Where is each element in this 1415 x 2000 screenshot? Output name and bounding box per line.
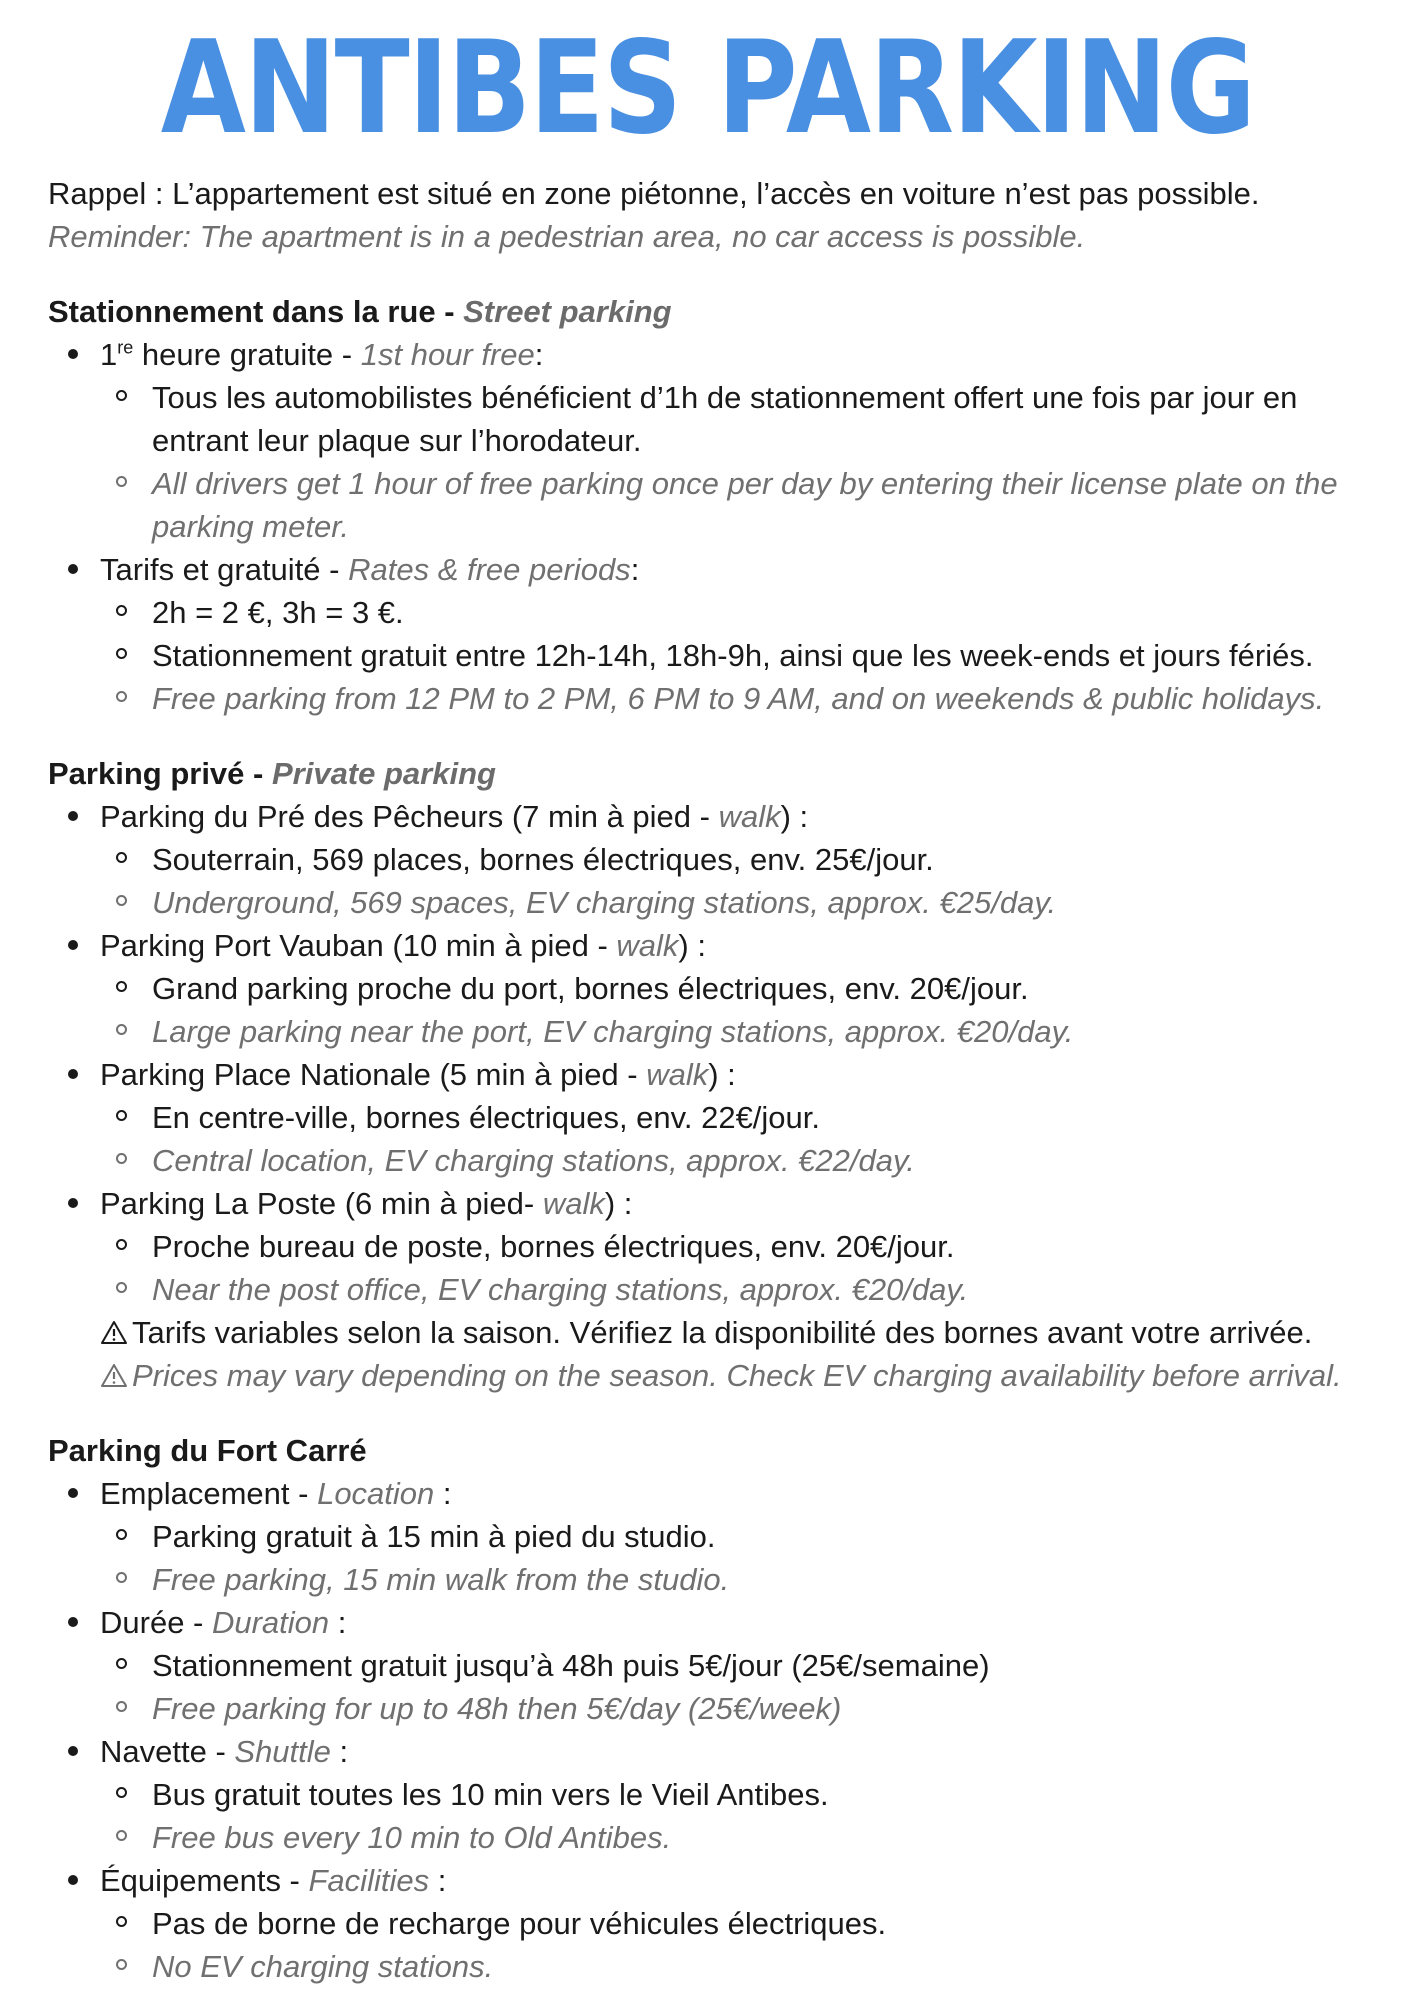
sub-item-fr: Tous les automobilistes bénéficient d’1h de stationnement offert une fois par jour en entrant leur plaque sur l’horodateur.	[48, 376, 1367, 462]
sub-list	[100, 1644, 1367, 1730]
section-street-parking	[48, 290, 1367, 720]
label-suffix: :	[329, 1605, 347, 1640]
label-suffix: :	[534, 337, 544, 372]
heading-fr: Stationnement dans la rue -	[48, 294, 464, 329]
sub-item-en: Central location, EV charging stations, approx. €22/day.	[48, 1139, 1367, 1182]
parking-name: Parking Place Nationale (5 min à pied -	[100, 1057, 647, 1092]
sub-item-fr: Parking gratuit à 15 min à pied du studio.	[48, 1515, 1367, 1558]
sub-item-fr: Stationnement gratuit jusqu’à 48h puis 5€/jour (25€/semaine)	[48, 1644, 1367, 1687]
intro-fr: Rappel : L’appartement est situé en zone piétonne, l’accès en voiture n’est pas possible.	[48, 176, 1260, 211]
section-fort-carre	[48, 1429, 1367, 1988]
parking-name: Parking La Poste (6 min à pied-	[100, 1186, 543, 1221]
label-suffix: ) :	[678, 928, 706, 963]
sub-list	[100, 376, 1367, 548]
list-item	[48, 1601, 1367, 1730]
label-fr: 1	[100, 337, 118, 372]
sub-item-en: Large parking near the port, EV charging stations, approx. €20/day.	[48, 1010, 1367, 1053]
list-item	[48, 1182, 1367, 1311]
section-heading	[48, 752, 1367, 795]
label-en: 1st hour free	[360, 337, 535, 372]
heading-en: Private parking	[271, 756, 496, 791]
label-suffix: :	[330, 1734, 349, 1769]
label-en: Location	[317, 1476, 435, 1511]
sub-list	[100, 838, 1367, 924]
warning-icon	[100, 1362, 128, 1390]
list-item	[48, 795, 1367, 924]
intro-reminder	[48, 172, 1367, 258]
sub-item-en: Free parking, 15 min walk from the studio.	[48, 1558, 1367, 1601]
sub-list	[100, 1515, 1367, 1601]
walk-label: walk	[542, 1186, 605, 1221]
list-item	[48, 1053, 1367, 1182]
sub-item-en: Near the post office, EV charging stations, approx. €20/day.	[48, 1268, 1367, 1311]
fort-list	[48, 1472, 1367, 1988]
label-en: Rates & free periods	[348, 552, 631, 587]
sub-item-fr: Proche bureau de poste, bornes électriques, env. 20€/jour.	[48, 1225, 1367, 1268]
label-fr-rest: heure gratuite -	[133, 337, 361, 372]
label-en: Shuttle	[234, 1734, 331, 1769]
list-item	[48, 1730, 1367, 1859]
section-heading: Parking du Fort Carré	[48, 1433, 367, 1468]
sub-item-fr: Pas de borne de recharge pour véhicules électriques.	[48, 1902, 1367, 1945]
sub-list	[100, 1225, 1367, 1311]
label-suffix: :	[429, 1863, 447, 1898]
warning-fr-text: Tarifs variables selon la saison. Vérifiez la disponibilité des bornes avant votre arrivée.	[132, 1315, 1313, 1350]
label-en: Facilities	[308, 1863, 430, 1898]
warning-fr	[48, 1311, 1367, 1354]
sub-item-en: Free parking from 12 PM to 2 PM, 6 PM to 9 AM, and on weekends & public holidays.	[48, 677, 1367, 720]
list-item	[48, 1472, 1367, 1601]
sub-item-en: Underground, 569 spaces, EV charging stations, approx. €25/day.	[48, 881, 1367, 924]
list-item	[48, 1859, 1367, 1988]
section-private-parking	[48, 752, 1367, 1397]
section-heading	[48, 290, 1367, 333]
label-fr: Tarifs et gratuité -	[100, 552, 349, 587]
street-list	[48, 333, 1367, 720]
sub-item-fr: Bus gratuit toutes les 10 min vers le Vieil Antibes.	[48, 1773, 1367, 1816]
label-sup: re	[117, 337, 134, 358]
sub-list	[100, 1902, 1367, 1988]
list-item	[48, 548, 1367, 720]
walk-label: walk	[718, 799, 781, 834]
sub-list	[100, 967, 1367, 1053]
warning-en-text: Prices may vary depending on the season. Check EV charging availability before arrival.	[132, 1358, 1342, 1393]
label-suffix: ) :	[604, 1186, 633, 1221]
sub-item-en: Free parking for up to 48h then 5€/day (25€/week)	[48, 1687, 1367, 1730]
private-list	[48, 795, 1367, 1311]
page-title: ANTIBES PARKING	[160, 14, 1255, 163]
list-item	[48, 924, 1367, 1053]
walk-label: walk	[616, 928, 679, 963]
sub-item-fr: Souterrain, 569 places, bornes électriques, env. 25€/jour.	[48, 838, 1367, 881]
sub-item-fr: Stationnement gratuit entre 12h-14h, 18h-9h, ainsi que les week-ends et jours fériés.	[48, 634, 1367, 677]
label-fr: Emplacement -	[100, 1476, 318, 1511]
label-suffix: :	[630, 552, 640, 587]
label-fr: Navette -	[100, 1734, 235, 1769]
parking-name: Parking du Pré des Pêcheurs (7 min à pied -	[100, 799, 719, 834]
heading-fr: Parking privé -	[48, 756, 272, 791]
label-fr: Durée -	[100, 1605, 212, 1640]
label-suffix: :	[434, 1476, 452, 1511]
sub-list	[100, 1096, 1367, 1182]
intro-en: Reminder: The apartment is in a pedestrian area, no car access is possible.	[48, 219, 1086, 254]
heading-en: Street parking	[463, 294, 672, 329]
sub-item-fr: En centre-ville, bornes électriques, env. 22€/jour.	[48, 1096, 1367, 1139]
label-fr: Équipements -	[100, 1863, 309, 1898]
sub-list	[100, 591, 1367, 720]
label-suffix: ) :	[780, 799, 809, 834]
parking-name: Parking Port Vauban (10 min à pied -	[100, 928, 617, 963]
sub-item-fr: Grand parking proche du port, bornes électriques, env. 20€/jour.	[48, 967, 1367, 1010]
sub-item-en: Free bus every 10 min to Old Antibes.	[48, 1816, 1367, 1859]
walk-label: walk	[646, 1057, 709, 1092]
sub-item-en: No EV charging stations.	[48, 1945, 1367, 1988]
label-en: Duration	[211, 1605, 330, 1640]
list-item	[48, 333, 1367, 548]
sub-item-en: All drivers get 1 hour of free parking once per day by entering their license plate on the parking meter.	[48, 462, 1367, 548]
label-suffix: ) :	[708, 1057, 736, 1092]
sub-list	[100, 1773, 1367, 1859]
warning-icon	[100, 1319, 128, 1347]
sub-item-price: 2h = 2 €, 3h = 3 €.	[48, 591, 1367, 634]
warning-en	[48, 1354, 1367, 1397]
